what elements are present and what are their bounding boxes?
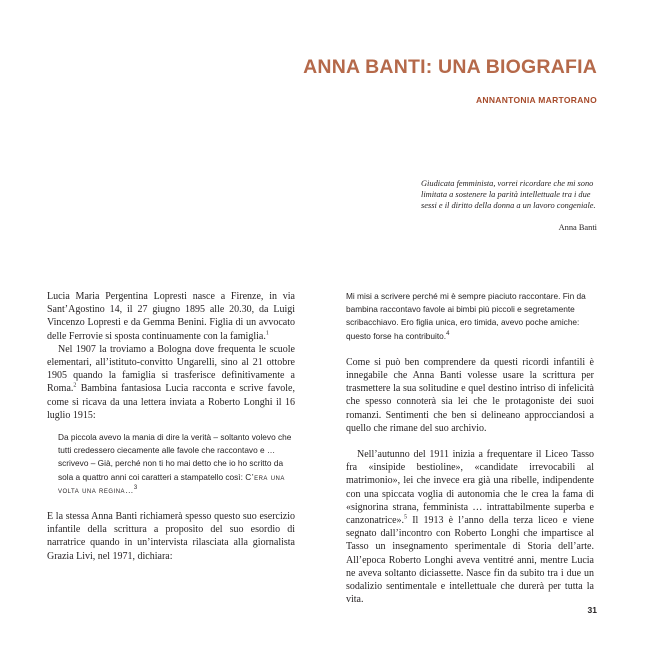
footnote-marker: 2	[73, 383, 77, 390]
paragraph	[346, 448, 594, 606]
author-name: ANNANTONIA MARTORANO	[475, 95, 597, 105]
left-column	[47, 290, 295, 563]
paragraph: Come si può ben comprendere da questi ricordi infantili è innegabile che Anna Banti volesse usare la scrittura per trasmettere la sua solitudine e quel destino intriso di infelicità che spesso connoterà sia lei che le protagoniste dei suoi romanzi. Sentimenti che ben si delineano approcciandosi a quello che rimane del suo archivio.	[346, 356, 594, 434]
epigraph-attribution: Anna Banti	[558, 223, 597, 232]
quote-text: Da piccola avevo la mania di dire la verità – soltanto volevo che tutti credessero ciecamente alle favole che raccontavo e … scrivevo – Già, perché non ti ho mai detto che io ho scritto da sola a quattro anni coi caratteri a stampatello così:	[58, 432, 292, 482]
footnote-marker: 4	[446, 330, 450, 337]
quote-small-caps: C’era una volta una regina…	[58, 471, 285, 495]
paragraph	[47, 290, 295, 343]
chapter-title: ANNA BANTI: UNA BIOGRAFIA	[303, 56, 597, 78]
epigraph-quote: Giudicata femminista, vorrei ricordare che mi sono limitata a sostenere la parità intellettuale tra i due sessi e il diritto della donna a un lavoro congeniale.	[421, 179, 596, 210]
paragraph-text: Bambina fantasiosa Lucia racconta e scrive favole, come si ricava da una lettera inviata a Roberto Longhi il 16 luglio 1915:	[47, 383, 295, 421]
footnote-marker: 1	[265, 330, 269, 337]
paragraph-text: Il 1913 è l’anno della terza liceo e viene segnato dall’incontro con Roberto Longhi che impartisce al Tasso un insegnamento sperimentale di Storia dell’arte. All’epoca Roberto Longhi aveva ventitré anni, mentre Lucia ne aveva soltanto diciassette. Nasce fin da subito tra i due un sodalizio sentimentale e intellettuale che durerà per tutta la vita.	[346, 515, 594, 606]
block-quote	[346, 290, 594, 343]
right-column	[346, 290, 594, 606]
page-number: 31	[587, 605, 597, 615]
paragraph: E la stessa Anna Banti richiamerà spesso questo suo esercizio infantile della scrittura a proposito del suo esordio di narratrice quando in un’intervista rilasciata alla giornalista Grazia Livi, nel 1971, dichiara:	[47, 511, 295, 562]
paragraph-text: Nel 1907 la troviamo a Bologna dove frequenta le scuole elementari, all’istituto-convitto Ungarelli, sino al 21 ottobre 1905 quando la famiglia si trasferisce definitivamente a Roma.	[47, 343, 295, 395]
paragraph-text: Nell’autunno del 1911 inizia a frequentare il Liceo Tasso fra «insipide bestioline», «candidate irrevocabili al matrimonio», lei che invece era già una ribelle, indipendente con una spiccata voglia di autonomia che le crea la fama di «signorina strana, femminista … intrattabilmente superba e canzonatrice».	[346, 449, 594, 527]
footnote-marker: 3	[133, 485, 138, 492]
footnote-marker: 5	[404, 514, 408, 521]
quote-text: Mi misi a scrivere perché mi è sempre piaciuto raccontare. Fin da bambina raccontavo favole ai bimbi più piccoli e segretamente scribacchiavo. Ero figlia unica, ero timida, avevo poche amiche: questo forse ha contribuito.	[346, 291, 586, 341]
paragraph	[47, 343, 295, 422]
paragraph-text: Lucia Maria Pergentina Lopresti nasce a Firenze, in via Sant’Agostino 14, il 27 giugno 1895 alle 20.30, da Luigi Vincenzo Lopresti e da Gemma Benini. Figlia di un avvocato delle Ferrovie si sposta continuamente con la famiglia.	[47, 291, 295, 342]
block-quote	[58, 431, 295, 497]
